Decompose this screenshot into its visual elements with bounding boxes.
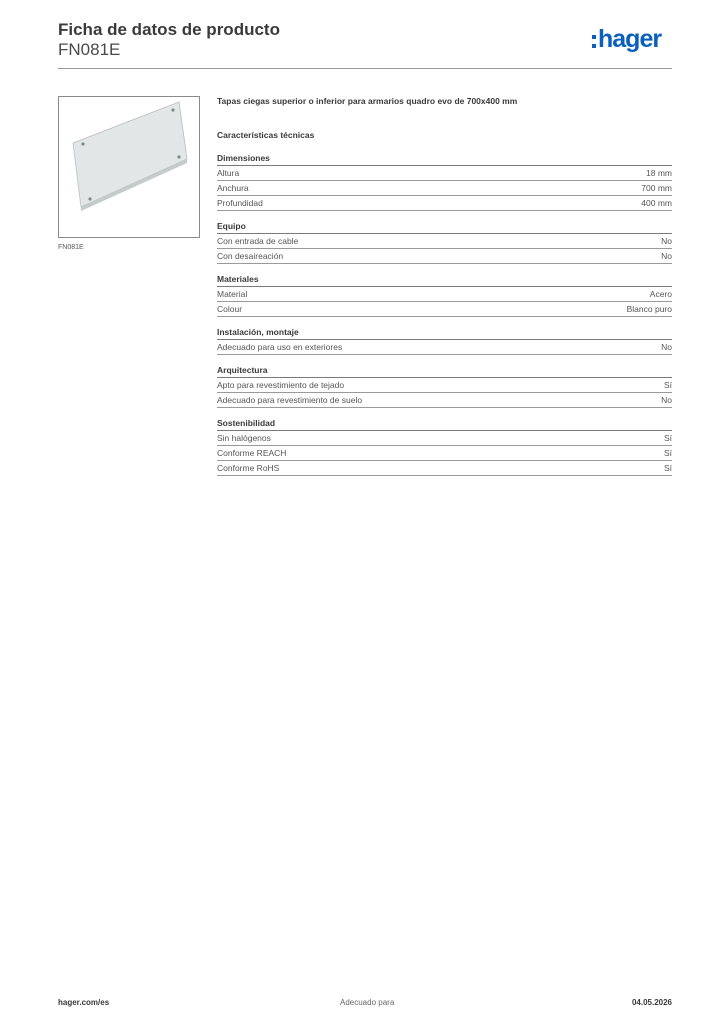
section-title: Arquitectura — [217, 365, 672, 378]
spec-row — [217, 287, 672, 302]
spec-value: 700 mm — [641, 183, 672, 193]
footer-date: 04.05.2026 — [631, 998, 672, 1007]
tech-characteristics-title: Características técnicas — [217, 130, 315, 140]
spec-value: No — [661, 395, 672, 405]
spec-value: Blanco puro — [626, 304, 672, 314]
spec-value: No — [661, 342, 672, 352]
page-title: Ficha de datos de producto — [58, 20, 280, 39]
spec-label: Con desaireación — [217, 251, 284, 261]
spec-label: Adecuado para revestimiento de suelo — [217, 395, 363, 405]
spec-row — [217, 393, 672, 408]
spec-row — [217, 196, 672, 211]
spec-value: No — [661, 236, 672, 246]
spec-value: No — [661, 251, 672, 261]
spec-section — [217, 221, 672, 264]
spec-row — [217, 378, 672, 393]
spec-label: Colour — [217, 304, 243, 314]
image-caption: FN081E — [58, 244, 84, 251]
product-image — [58, 96, 200, 238]
logo-colon-icon — [592, 35, 596, 48]
spec-row — [217, 234, 672, 249]
spec-label: Conforme RoHS — [217, 463, 280, 473]
spec-label: Material — [217, 289, 248, 299]
spec-label: Con entrada de cable — [217, 236, 299, 246]
spec-label: Adecuado para uso en exteriores — [217, 342, 343, 352]
section-title: Materiales — [217, 274, 672, 287]
section-title: Instalación, montaje — [217, 327, 672, 340]
spec-section — [217, 327, 672, 355]
spec-value: Sí — [663, 463, 672, 473]
spec-value: Acero — [649, 289, 672, 299]
spec-section — [217, 153, 672, 211]
spec-row — [217, 166, 672, 181]
spec-row — [217, 181, 672, 196]
product-code: FN081E — [58, 40, 121, 59]
spec-label: Profundidad — [217, 198, 263, 208]
spec-row — [217, 249, 672, 264]
spec-row — [217, 431, 672, 446]
spec-row — [217, 340, 672, 355]
section-title: Sostenibilidad — [217, 418, 672, 431]
spec-label: Conforme REACH — [217, 448, 287, 458]
section-title: Equipo — [217, 221, 672, 234]
footer-center-text: Adecuado para — [340, 998, 395, 1007]
logo-text: hager — [598, 25, 662, 53]
spec-section — [217, 418, 672, 476]
cover-plate-image — [59, 97, 199, 237]
spec-value: Sí — [663, 380, 672, 390]
product-details — [217, 96, 672, 486]
product-description: Tapas ciegas superior o inferior para armarios quadro evo de 700x400 mm — [217, 96, 518, 106]
spec-row — [217, 302, 672, 317]
spec-label: Anchura — [217, 183, 249, 193]
footer-website[interactable]: hager.com/es — [58, 998, 110, 1007]
spec-value: Sí — [663, 448, 672, 458]
hager-logo[interactable] — [592, 27, 661, 52]
spec-sections — [217, 153, 672, 476]
spec-label: Altura — [217, 168, 240, 178]
spec-label: Apto para revestimiento de tejado — [217, 380, 345, 390]
header-divider — [58, 68, 672, 69]
spec-value: Sí — [663, 433, 672, 443]
spec-section — [217, 365, 672, 408]
spec-value: 18 mm — [646, 168, 672, 178]
spec-row — [217, 446, 672, 461]
spec-value: 400 mm — [641, 198, 672, 208]
spec-label: Sin halógenos — [217, 433, 271, 443]
spec-section — [217, 274, 672, 317]
spec-row — [217, 461, 672, 476]
section-title: Dimensiones — [217, 153, 672, 166]
